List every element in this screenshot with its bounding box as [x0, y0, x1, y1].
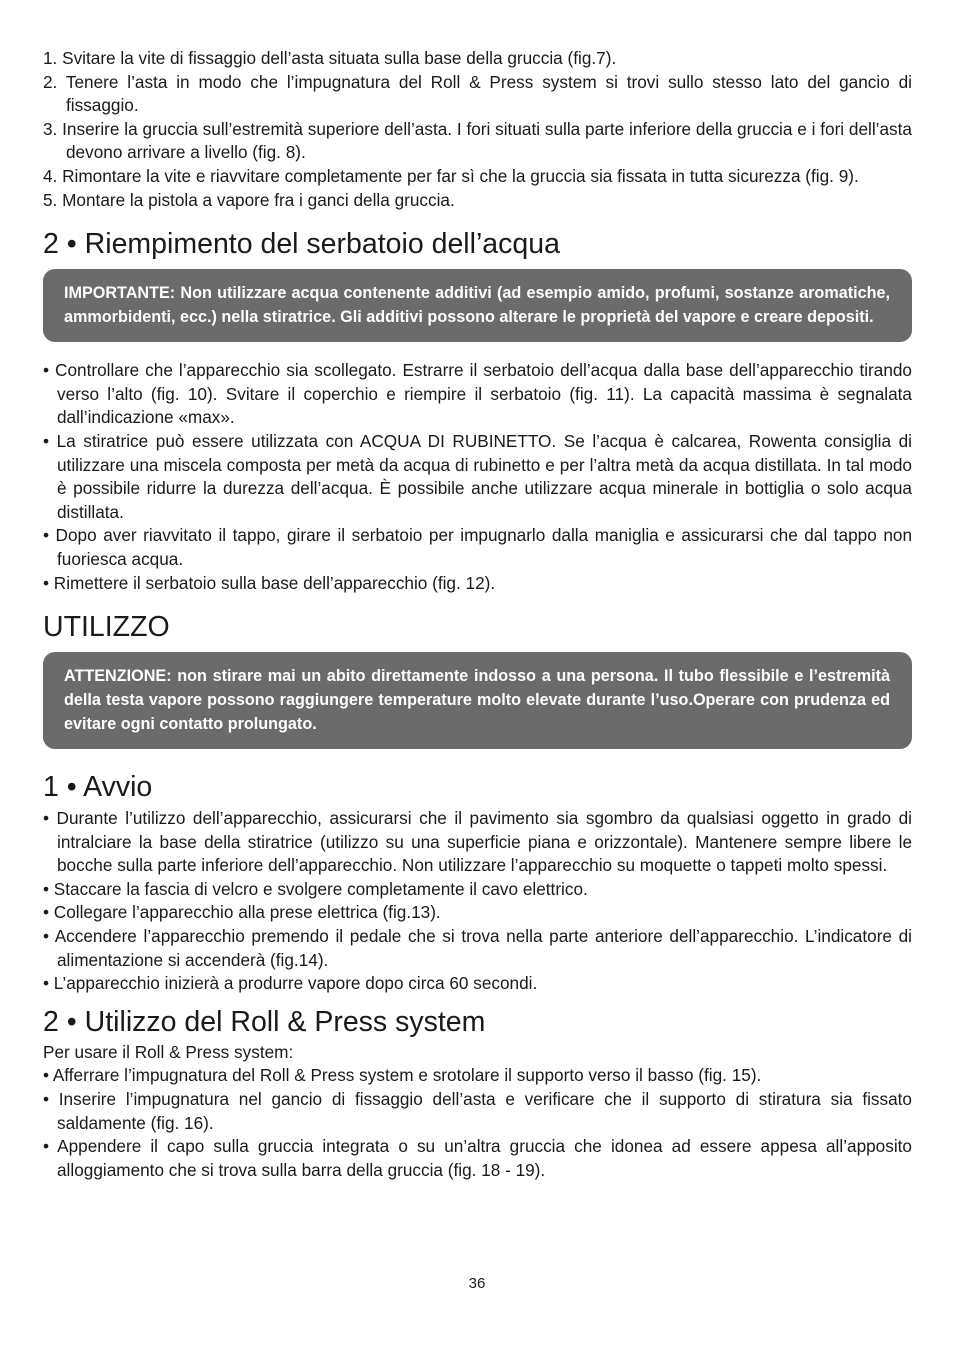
step-3: 3. Inserire la gruccia sull’estremità superiore dell’asta. I fori situati sulla parte inferiore della gruccia e i fori dell’asta devono arrivare a livello (fig. 8). [43, 118, 912, 163]
water-bullet-4: • Rimettere il serbatoio sulla base dell’apparecchio (fig. 12). [43, 572, 496, 593]
roll-bullet-2: • Inserire l’impugnatura nel gancio di fissaggio dell’asta e verificare che il supporto di stiratura sia fissato saldamente (fig. 16). [43, 1089, 912, 1133]
start-bullet-2: • Staccare la fascia di velcro e svolgere completamente il cavo elettrico. [43, 878, 588, 899]
roll-intro: Per usare il Roll & Press system: [43, 1041, 294, 1062]
important-note: IMPORTANTE: Non utilizzare acqua contenente additivi (ad esempio amido, profumi, sostanze aromatiche, ammorbidenti, ecc.) nella stiratrice. Gli additivi possono alterare le proprietà del vapore e creare depositi. [43, 269, 912, 342]
start-bullet-4: • Accendere l’apparecchio premendo il pedale che si trova nella parte anteriore dell’apparecchio. L’indicatore di alimentazione si accenderà (fig.14). [43, 926, 912, 970]
step-2: 2. Tenere l’asta in modo che l’impugnatura del Roll & Press system si trovi sullo stesso lato del gancio di fissaggio. [43, 71, 912, 116]
page-content [43, 47, 912, 1182]
roll-bullet-3: • Appendere il capo sulla gruccia integrata o su un’altra gruccia che idonea ad essere appesa all’apposito alloggiamento che si trova sulla barra della gruccia (fig. 18 - 19). [43, 1136, 912, 1180]
attention-note: ATTENZIONE: non stirare mai un abito direttamente indosso a una persona. Il tubo flessibile e l’estremità della testa vapore possono raggiungere temperature molto elevate durante l’uso.Operare con prudenza ed evitare ogni contatto prolungato. [43, 652, 912, 749]
start-bullet-3: • Collegare l’apparecchio alla prese elettrica (fig.13). [43, 902, 441, 923]
step-5: 5. Montare la pistola a vapore fra i ganci della gruccia. [43, 189, 455, 210]
water-bullet-1: • Controllare che l’apparecchio sia scollegato. Estrarre il serbatoio dell’acqua dalla base dell’apparecchio tirando verso l’alto (fig. 10). Svitare il coperchio e riempire il serbatoio (fig. 11). La capacità massima è segnalata dall’indicazione «max». [43, 360, 912, 428]
heading-avvio: 1 • Avvio [43, 771, 153, 804]
water-bullet-3: • Dopo aver riavvitato il tappo, girare il serbatoio per impugnarlo dalla maniglia e assicurarsi che dal tappo non fuoriesca acqua. [43, 525, 912, 569]
start-bullet-5: • L’apparecchio inizierà a produrre vapore dopo circa 60 secondi. [43, 973, 538, 994]
heading-roll-press: 2 • Utilizzo del Roll & Press system [43, 1005, 486, 1038]
step-4: 4. Rimontare la vite e riavvitare completamente per far sì che la gruccia sia fissata in tutta sicurezza (fig. 9). [43, 165, 859, 186]
roll-bullet-1: • Afferrare l’impugnatura del Roll & Press system e srotolare il supporto verso il basso (fig. 15). [43, 1065, 762, 1086]
page-number: 36 [468, 1275, 486, 1292]
heading-water-tank: 2 • Riempimento del serbatoio dell’acqua [43, 228, 560, 261]
water-bullet-2: • La stiratrice può essere utilizzata con ACQUA DI RUBINETTO. Se l’acqua è calcarea, Rowenta consiglia di utilizzare una miscela composta per metà da acqua di rubinetto e per l’altra metà da acqua distillata. In tal modo è possibile ridurre la durezza dell’acqua. È possibile anche utilizzare acqua minerale in bottiglia o solo acqua distillata. [43, 430, 912, 522]
step-1: 1. Svitare la vite di fissaggio dell’asta situata sulla base della gruccia (fig.7). [43, 48, 617, 68]
heading-utilizzo: UTILIZZO [43, 611, 170, 644]
start-bullet-1: • Durante l’utilizzo dell’apparecchio, assicurarsi che il pavimento sia sgombro da qualsiasi oggetto in grado di intralciare la base della stiratrice (utilizzo su una superficie piana e orizzontale). Mantenere sempre libere le bocche sulla parte inferiore dell’apparecchio. Non utilizzare l’apparecchio su moquette o tappeti molto spessi. [43, 808, 912, 876]
